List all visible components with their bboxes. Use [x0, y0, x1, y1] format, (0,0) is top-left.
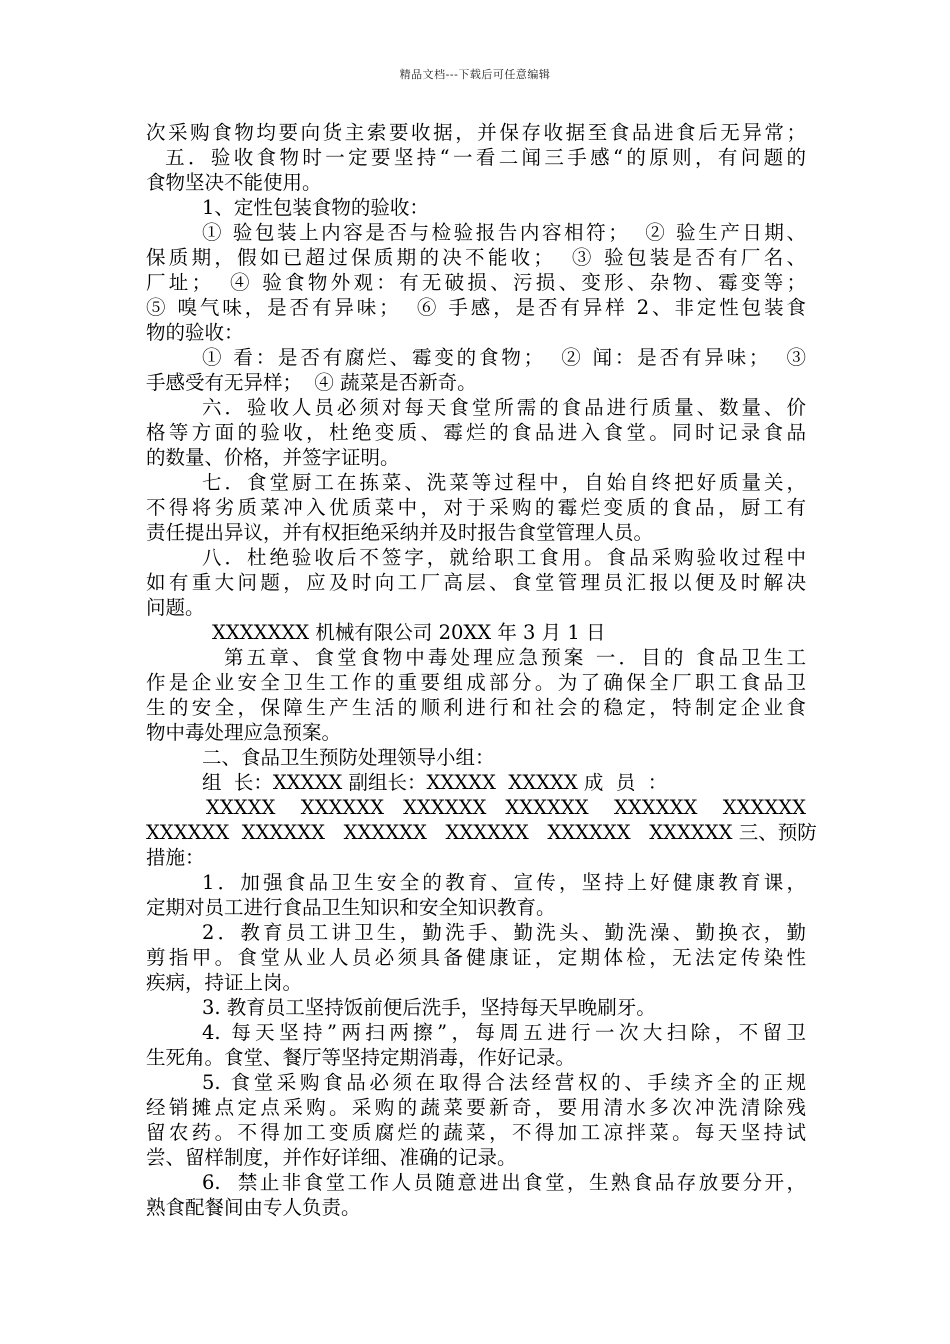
text-line: 经销摊点定点采购。采购的蔬菜要新奇，要用清水多次冲洗清除残 — [146, 1096, 806, 1119]
text-line: 的数量、价格，并签字证明。 — [146, 446, 400, 469]
text-line: 物中毒处理应急预案。 — [146, 721, 342, 744]
text-line: 2．教育员工讲卫生，勤洗手、勤洗头、勤洗澡、勤换衣，勤 — [202, 921, 806, 944]
text-line: 熟食配餐间由专人负责。 — [146, 1196, 361, 1219]
text-line: 保质期，假如已超过保质期的决不能收； ③ 验包装是否有厂名、 — [146, 246, 806, 269]
text-line: 措施： — [146, 846, 205, 869]
page-header: 精品文档---下载后可任意编辑 — [399, 68, 551, 81]
text-line: 定期对员工进行食品卫生知识和安全知识教育。 — [146, 896, 556, 919]
text-line: 剪指甲。食堂从业人员必须具备健康证，定期体检，无法定传染性 — [146, 946, 806, 969]
text-line: XXXXXXX 机械有限公司 20XX 年 3 月 1 日 — [212, 621, 606, 644]
text-line: 生死角。食堂、餐厅等坚持定期消毒，作好记录。 — [146, 1046, 576, 1069]
text-line: 生的安全，保障生产生活的顺利进行和社会的稳定，特制定企业食 — [146, 696, 806, 719]
text-line: 物的验收： — [146, 321, 244, 344]
text-line: 留农药。不得加工变质腐烂的蔬菜，不得加工凉拌菜。每天坚持试 — [146, 1121, 806, 1144]
text-line: 问题。 — [146, 596, 205, 619]
document-body — [146, 120, 817, 1220]
text-line: 七．食堂厨工在拣菜、洗菜等过程中，自始自终把好质量关， — [202, 471, 806, 494]
text-line: 五．验收食物时一定要坚持“一看二闻三手感“的原则，有问题的 — [146, 146, 806, 169]
text-line: 4. 每天坚持”两扫两擦”，每周五进行一次大扫除，不留卫 — [202, 1021, 806, 1044]
text-line: 二、食品卫生预防处理领导小组： — [202, 746, 495, 769]
text-line: 1．加强食品卫生安全的教育、宣传，坚持上好健康教育课， — [202, 871, 806, 894]
text-line: 食物坚决不能使用。 — [146, 171, 322, 194]
text-line: 1、定性包装食物的验收： — [202, 196, 429, 219]
text-line: 6. 禁止非食堂工作人员随意进出食堂，生熟食品存放要分开， — [202, 1171, 806, 1194]
text-line: 5. 食堂采购食品必须在取得合法经营权的、手续齐全的正规 — [202, 1071, 806, 1094]
text-line: 尝、留样制度，并作好详细、准确的记录。 — [146, 1146, 517, 1169]
text-line: XXXXX XXXXXX XXXXXX XXXXXX XXXXXX XXXXXX — [206, 796, 806, 819]
text-line: 第五章、食堂食物中毒处理应急预案 一．目的 食品卫生工 — [224, 646, 806, 669]
text-line: ⑤ 嗅气味，是否有异味； ⑥ 手感，是否有异样 2、非定性包装食 — [146, 296, 806, 319]
text-line: 格等方面的验收，杜绝变质、霉烂的食品进入食堂。同时记录食品 — [146, 421, 806, 444]
text-line: 疾病，持证上岗。 — [146, 971, 303, 994]
text-line: 作是企业安全卫生工作的重要组成部分。为了确保全厂职工食品卫 — [146, 671, 806, 694]
text-line: 不得将劣质菜冲入优质菜中，对于采购的霉烂变质的食品，厨工有 — [146, 496, 806, 519]
text-line: 组 长：XXXXX 副组长：XXXXX XXXXX 成 员 ： — [202, 771, 668, 794]
text-line: 八．杜绝验收后不签字，就给职工食用。食品采购验收过程中 — [202, 546, 806, 569]
text-line: 责任提出异议，并有权拒绝采纳并及时报告食堂管理人员。 — [146, 521, 654, 544]
text-line: 六．验收人员必须对每天食堂所需的食品进行质量、数量、价 — [202, 396, 806, 419]
text-line: 手感受有无异样； ④ 蔬菜是否新奇。 — [146, 371, 477, 394]
text-line: 如有重大问题，应及时向工厂高层、食堂管理员汇报以便及时解决 — [146, 571, 806, 594]
text-line: ① 看：是否有腐烂、霉变的食物； ② 闻：是否有异味； ③ — [202, 346, 806, 369]
text-line: 3. 教育员工坚持饭前便后洗手，坚持每天早晚刷牙。 — [202, 996, 656, 1019]
text-line: 厂址； ④ 验食物外观：有无破损、污损、变形、杂物、霉变等； — [146, 271, 806, 294]
text-line: XXXXXX XXXXXX XXXXXX XXXXXX XXXXXX XXXXXX 三、预防 — [146, 821, 817, 844]
text-line: 次采购食物均要向货主索要收据，并保存收据至食品进食后无异常； — [146, 121, 806, 144]
text-line: ① 验包装上内容是否与检验报告内容相符； ② 验生产日期、 — [202, 221, 806, 244]
